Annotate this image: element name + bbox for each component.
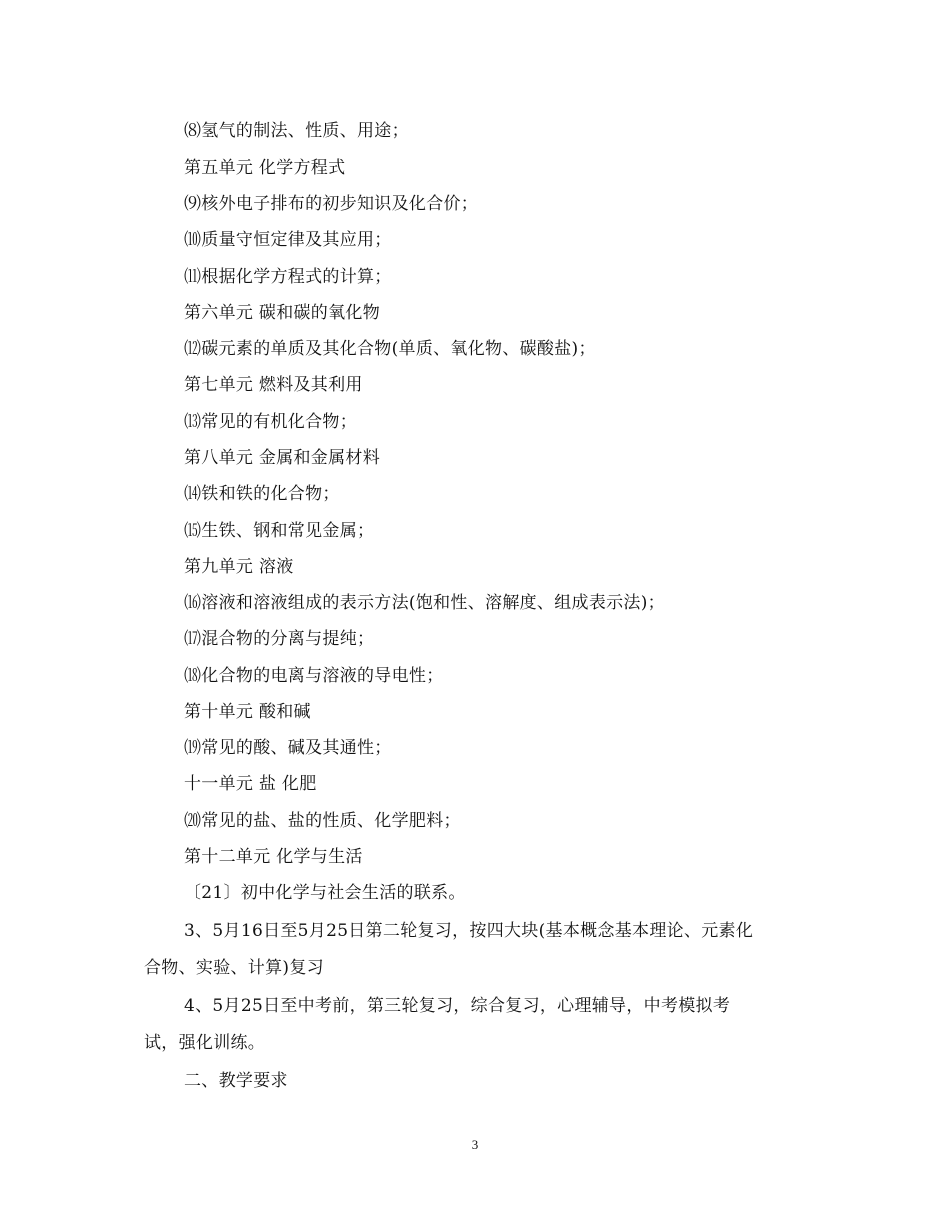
text-line: 〔21〕初中化学与社会生活的联系。 xyxy=(184,883,466,903)
section-heading: 第十二单元 化学与生活 xyxy=(184,847,363,867)
text-line: ⒃溶液和溶液组成的表示方法(饱和性、溶解度、组成表示法)； xyxy=(184,593,665,613)
text-line: ⒆常见的酸、碱及其通性； xyxy=(184,738,392,758)
section-heading: 第八单元 金属和金属材料 xyxy=(184,448,381,468)
text-line: ⑿碳元素的单质及其化合物(单质、氧化物、碳酸盐)； xyxy=(184,339,596,359)
paragraph-line: 试，强化训练。 xyxy=(144,1033,266,1053)
section-heading: 十一单元 盐 化肥 xyxy=(184,774,317,794)
paragraph-line: 合物、实验、计算)复习 xyxy=(144,958,324,978)
section-heading: 第九单元 溶液 xyxy=(184,557,294,577)
text-line: ⑽质量守恒定律及其应用； xyxy=(184,230,392,250)
text-line: ⑻氢气的制法、性质、用途； xyxy=(184,121,409,141)
text-line: ⒅化合物的电离与溶液的导电性； xyxy=(184,666,444,686)
text-line: ⒀常见的有机化合物； xyxy=(184,412,357,432)
paragraph-line: 4、5月25日至中考前，第三轮复习，综合复习，心理辅导，中考模拟考 xyxy=(184,996,731,1016)
text-line: ⑾根据化学方程式的计算； xyxy=(184,267,392,287)
text-line: ⒂生铁、钢和常见金属； xyxy=(184,521,375,541)
text-line: ⒁铁和铁的化合物； xyxy=(184,484,340,504)
page-number: 3 xyxy=(471,1137,479,1152)
section-heading: 第十单元 酸和碱 xyxy=(184,702,311,722)
section-heading: 二、教学要求 xyxy=(184,1071,288,1091)
text-line: ⑼核外电子排布的初步知识及化合价； xyxy=(184,194,479,214)
section-heading: 第五单元 化学方程式 xyxy=(184,158,346,178)
text-line: ⒄混合物的分离与提纯； xyxy=(184,629,375,649)
paragraph-line: 3、5月16日至5月25日第二轮复习，按四大块(基本概念基本理论、元素化 xyxy=(184,921,754,941)
section-heading: 第六单元 碳和碳的氧化物 xyxy=(184,303,381,323)
section-heading: 第七单元 燃料及其利用 xyxy=(184,375,363,395)
text-line: ⒇常见的盐、盐的性质、化学肥料； xyxy=(184,811,461,831)
